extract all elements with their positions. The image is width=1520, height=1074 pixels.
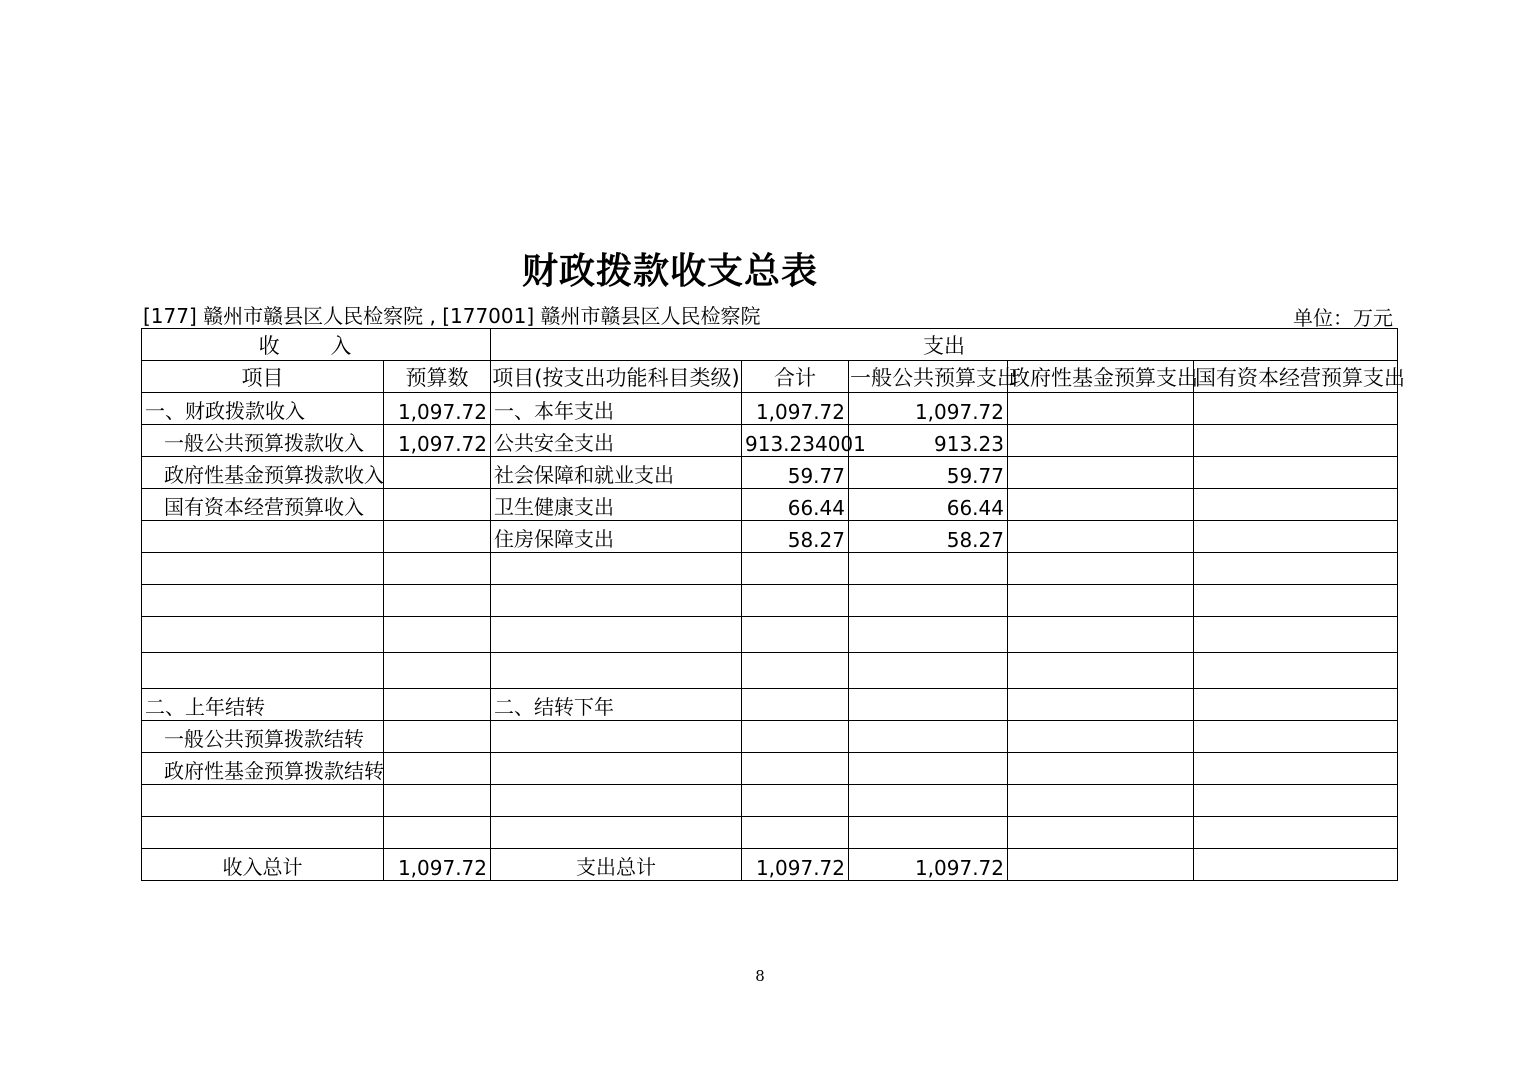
general-public-cell <box>849 617 1008 653</box>
state-capital-cell <box>1194 653 1398 689</box>
gov-fund-cell <box>1008 425 1194 457</box>
state-capital-cell <box>1194 457 1398 489</box>
state-capital-cell <box>1194 721 1398 753</box>
state-capital-cell <box>1194 553 1398 585</box>
col-header-gov-fund: 政府性基金预算支出 <box>1008 361 1194 393</box>
state-capital-cell <box>1194 393 1398 425</box>
column-header-row <box>142 361 1398 393</box>
total-cell <box>742 653 849 689</box>
gov-fund-cell <box>1008 721 1194 753</box>
table-row <box>142 785 1398 817</box>
gov-fund-cell <box>1008 553 1194 585</box>
expense-item-cell <box>491 817 742 849</box>
income-total-value: 1,097.72 <box>384 849 491 881</box>
gov-fund-cell <box>1008 489 1194 521</box>
income-budget-cell <box>384 457 491 489</box>
total-cell: 58.27 <box>742 521 849 553</box>
income-group-header: 收 入 <box>142 329 491 361</box>
income-item-cell: 二、上年结转 <box>142 689 384 721</box>
general-public-cell <box>849 689 1008 721</box>
state-capital-cell <box>1194 617 1398 653</box>
general-public-cell <box>849 585 1008 617</box>
col-header-income-item: 项目 <box>142 361 384 393</box>
group-header-row <box>142 329 1398 361</box>
income-item-cell <box>142 617 384 653</box>
page-number: 8 <box>755 967 765 985</box>
state-capital-cell <box>1194 785 1398 817</box>
income-budget-cell <box>384 553 491 585</box>
expense-item-cell <box>491 753 742 785</box>
gov-fund-cell <box>1008 457 1194 489</box>
income-item-cell: 一般公共预算拨款结转 <box>142 721 384 753</box>
state-capital-cell <box>1194 585 1398 617</box>
state-capital-cell <box>1194 753 1398 785</box>
general-public-cell <box>849 785 1008 817</box>
table-row <box>142 753 1398 785</box>
table-row <box>142 457 1398 489</box>
income-budget-cell: 1,097.72 <box>384 425 491 457</box>
expense-total-label: 支出总计 <box>491 849 742 881</box>
total-cell <box>742 817 849 849</box>
total-cell: 59.77 <box>742 457 849 489</box>
table-row <box>142 521 1398 553</box>
table-row <box>142 425 1398 457</box>
income-budget-cell <box>384 817 491 849</box>
income-budget-cell: 1,097.72 <box>384 393 491 425</box>
income-budget-cell <box>384 585 491 617</box>
income-item-cell <box>142 521 384 553</box>
general-public-cell: 58.27 <box>849 521 1008 553</box>
income-budget-cell <box>384 489 491 521</box>
total-cell: 913.234001 <box>742 425 849 457</box>
state-capital-cell <box>1194 425 1398 457</box>
expense-item-cell: 公共安全支出 <box>491 425 742 457</box>
gov-fund-cell <box>1008 585 1194 617</box>
income-budget-cell <box>384 785 491 817</box>
gov-fund-cell <box>1008 653 1194 689</box>
totals-row <box>142 849 1398 881</box>
income-item-cell: 一般公共预算拨款收入 <box>142 425 384 457</box>
total-cell <box>742 585 849 617</box>
organization-line: [177] 赣州市赣县区人民检察院 , [177001] 赣州市赣县区人民检察院 <box>143 304 761 328</box>
table-row <box>142 689 1398 721</box>
income-budget-cell <box>384 521 491 553</box>
income-total-label: 收入总计 <box>142 849 384 881</box>
income-item-cell: 一、财政拨款收入 <box>142 393 384 425</box>
unit-label: 单位：万元 <box>1293 306 1393 330</box>
total-cell: 66.44 <box>742 489 849 521</box>
expense-item-cell <box>491 653 742 689</box>
gov-fund-cell <box>1008 617 1194 653</box>
income-budget-cell <box>384 653 491 689</box>
general-public-cell <box>849 653 1008 689</box>
general-public-cell: 913.23 <box>849 425 1008 457</box>
general-public-cell: 66.44 <box>849 489 1008 521</box>
total-cell: 1,097.72 <box>742 393 849 425</box>
general-public-total-value: 1,097.72 <box>849 849 1008 881</box>
total-cell <box>742 553 849 585</box>
gov-fund-total-value <box>1008 849 1194 881</box>
gov-fund-cell <box>1008 393 1194 425</box>
income-budget-cell <box>384 689 491 721</box>
col-header-total: 合计 <box>742 361 849 393</box>
table-row <box>142 817 1398 849</box>
income-budget-cell <box>384 721 491 753</box>
total-cell <box>742 617 849 653</box>
income-item-cell <box>142 817 384 849</box>
gov-fund-cell <box>1008 753 1194 785</box>
income-item-cell <box>142 553 384 585</box>
income-budget-cell <box>384 753 491 785</box>
income-item-cell <box>142 785 384 817</box>
expense-total-value: 1,097.72 <box>742 849 849 881</box>
col-header-income-budget: 预算数 <box>384 361 491 393</box>
expense-item-cell <box>491 785 742 817</box>
table-row <box>142 489 1398 521</box>
expense-item-cell <box>491 617 742 653</box>
col-header-general-public: 一般公共预算支出 <box>849 361 1008 393</box>
gov-fund-cell <box>1008 817 1194 849</box>
gov-fund-cell <box>1008 785 1194 817</box>
expense-item-cell <box>491 553 742 585</box>
expense-item-cell: 二、结转下年 <box>491 689 742 721</box>
general-public-cell <box>849 553 1008 585</box>
total-cell <box>742 753 849 785</box>
table-row <box>142 553 1398 585</box>
state-capital-cell <box>1194 689 1398 721</box>
expense-item-cell: 一、本年支出 <box>491 393 742 425</box>
income-item-cell: 政府性基金预算拨款结转 <box>142 753 384 785</box>
income-budget-cell <box>384 617 491 653</box>
state-capital-total-value <box>1194 849 1398 881</box>
general-public-cell: 59.77 <box>849 457 1008 489</box>
expense-item-cell <box>491 585 742 617</box>
document-title: 财政拨款收支总表 <box>521 250 818 292</box>
fiscal-summary-table <box>141 328 1405 881</box>
table-row <box>142 585 1398 617</box>
state-capital-cell <box>1194 489 1398 521</box>
general-public-cell: 1,097.72 <box>849 393 1008 425</box>
expense-item-cell: 卫生健康支出 <box>491 489 742 521</box>
table-row <box>142 617 1398 653</box>
gov-fund-cell <box>1008 521 1194 553</box>
expense-item-cell <box>491 721 742 753</box>
table-row <box>142 393 1398 425</box>
table-row <box>142 653 1398 689</box>
total-cell <box>742 785 849 817</box>
state-capital-cell <box>1194 817 1398 849</box>
income-item-cell <box>142 585 384 617</box>
general-public-cell <box>849 753 1008 785</box>
col-header-expense-item: 项目(按支出功能科目类级) <box>491 361 742 393</box>
expense-item-cell: 住房保障支出 <box>491 521 742 553</box>
income-item-cell: 政府性基金预算拨款收入 <box>142 457 384 489</box>
gov-fund-cell <box>1008 689 1194 721</box>
general-public-cell <box>849 817 1008 849</box>
general-public-cell <box>849 721 1008 753</box>
total-cell <box>742 721 849 753</box>
total-cell <box>742 689 849 721</box>
income-item-cell: 国有资本经营预算收入 <box>142 489 384 521</box>
expense-group-header: 支出 <box>491 329 1398 361</box>
income-item-cell <box>142 653 384 689</box>
col-header-state-capital: 国有资本经营预算支出 <box>1194 361 1398 393</box>
table-row <box>142 721 1398 753</box>
state-capital-cell <box>1194 521 1398 553</box>
expense-item-cell: 社会保障和就业支出 <box>491 457 742 489</box>
